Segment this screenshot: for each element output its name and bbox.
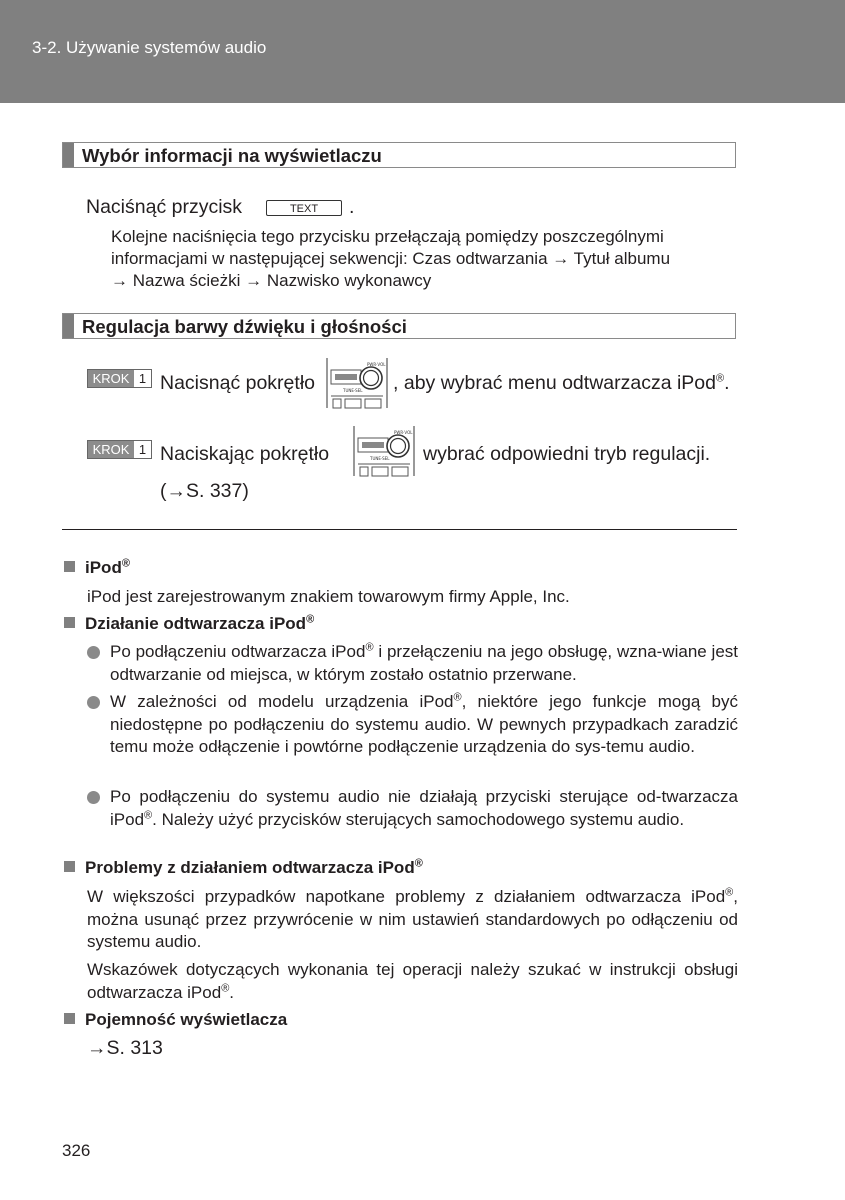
registered-mark: ® (144, 808, 153, 821)
circle-bullet-icon (87, 791, 100, 804)
heading-bar (63, 143, 74, 167)
note-heading-operation (64, 614, 314, 634)
circle-bullet-icon (87, 696, 100, 709)
para-text-part: . (229, 982, 235, 1002)
description-line-3: → Nazwa ścieżki → Nazwisko wykonawcy (111, 271, 432, 290)
note-heading-text: Problemy z działaniem odtwarzacza iPod (85, 858, 415, 877)
section-title: Regulacja barwy dźwięku i głośności (82, 316, 407, 337)
step-badge-label: KROK (88, 441, 134, 458)
step1-period: . (724, 372, 730, 394)
bullet-text-part: Po podłączeniu odtwarzacza iPod (110, 642, 366, 661)
knob-label-top: PWR·VOL (394, 430, 413, 435)
note-heading-text: iPod (85, 558, 122, 577)
registered-mark: ® (716, 372, 725, 385)
section-heading-display-info (62, 142, 736, 168)
step-badge-label: KROK (88, 370, 134, 387)
note-heading-capacity (64, 1010, 287, 1030)
knob-icon (325, 356, 389, 410)
note-heading-text: Działanie odtwarzacza iPod (85, 614, 307, 633)
step2-text-after: wybrać odpowiedni tryb regulacji. (423, 443, 711, 465)
bullet-item (87, 641, 738, 686)
bullet-text-part: Po podłączeniu do systemu audio nie działają przyciski sterujące od-twarzacza iPod (110, 787, 738, 829)
square-bullet-icon (64, 1013, 75, 1024)
registered-mark: ® (121, 557, 130, 570)
step-badge-number: 1 (134, 370, 151, 387)
divider (62, 529, 737, 530)
note-heading-text: Pojemność wyświetlacza (85, 1010, 288, 1029)
square-bullet-icon (64, 561, 75, 572)
registered-mark: ® (725, 886, 734, 899)
page-number: 326 (62, 1141, 91, 1160)
knob-label-bottom: TUNE·SEL (343, 388, 363, 393)
circle-bullet-icon (87, 646, 100, 659)
instruction-line (86, 196, 242, 219)
registered-mark: ® (453, 691, 462, 704)
note-problems-para2 (87, 959, 738, 1004)
step2-reference: (→S. 337) (160, 480, 249, 502)
description-line-1: Kolejne naciśnięcia tego przycisku przełączają pomiędzy poszczególnymi (111, 227, 664, 246)
note-ipod-text: iPod jest zarejestrowanym znakiem towarowym firmy Apple, Inc. (87, 587, 570, 606)
bullet-text-part: W zależności od modelu urządzenia iPod (110, 692, 454, 711)
bullet-text-part: , niektóre jego funkcje mogą być niedostępne po podłączeniu do systemu audio. W pewnych przypadkach zaradzić temu może odłączenie i powtórne podłączenie urządzenia do sys-temu audio. (110, 692, 738, 756)
instruction-period: . (349, 196, 355, 218)
bullet-text (110, 786, 738, 831)
capacity-page-reference: →S. 313 (87, 1037, 163, 1059)
square-bullet-icon (64, 861, 75, 872)
registered-mark: ® (365, 641, 374, 654)
bullet-item (87, 786, 738, 831)
text-key-icon: TEXT (266, 200, 342, 216)
bullet-text (110, 641, 738, 686)
bullet-text (110, 691, 738, 759)
chapter-title: 3-2. Używanie systemów audio (32, 38, 267, 57)
bullet-item (87, 691, 738, 759)
bullet-text-part: . Należy użyć przycisków sterujących samochodowego systemu audio. (152, 809, 685, 829)
instruction-text: Naciśnąć przycisk (86, 196, 243, 218)
knob-icon (352, 424, 416, 478)
square-bullet-icon (64, 617, 75, 628)
bullet-text-part: i przełączeniu na jego obsługę, wzna-wiane jest odtwarzanie od miejsca, w którym zostało ostatnio przerwane. (110, 642, 738, 684)
registered-mark: ® (221, 981, 230, 994)
description-line-2: informacjami w następującej sekwencji: Czas odtwarzania → Tytuł albumu (111, 249, 671, 268)
step1-text-before: Nacisnąć pokrętło (160, 372, 315, 394)
step-badge (87, 440, 152, 459)
step1-text-after: , aby wybrać menu odtwarzacza iPod®. (393, 372, 730, 394)
note-heading-problems (64, 858, 423, 878)
step2-text-before: Naciskając pokrętło (160, 443, 330, 465)
para-text-part: W większości przypadków napotkane problemy z działaniem odtwarzacza iPod (87, 887, 726, 906)
step1-text-main: aby wybrać menu odtwarzacza iPod (403, 372, 716, 394)
section-heading-sound (62, 313, 736, 339)
para-text-part: , można usunąć przez przywrócenie w nim ustawień standardowych po odłączeniu od systemu audio. (87, 887, 738, 951)
para-text-part: Wskazówek dotyczących wykonania tej operacji należy szukać w instrukcji obsługi odtwarzacza iPod (87, 960, 738, 1002)
registered-mark: ® (414, 857, 423, 870)
knob-label-top: PWR·VOL (367, 362, 386, 367)
page-header (0, 0, 845, 103)
heading-bar (63, 314, 74, 338)
registered-mark: ® (306, 613, 315, 626)
knob-label-bottom: TUNE·SEL (370, 456, 390, 461)
note-heading-ipod (64, 558, 130, 578)
step-badge (87, 369, 152, 388)
step-badge-number: 1 (134, 441, 151, 458)
section-title: Wybór informacji na wyświetlaczu (82, 145, 382, 166)
note-problems-para1 (87, 886, 738, 954)
